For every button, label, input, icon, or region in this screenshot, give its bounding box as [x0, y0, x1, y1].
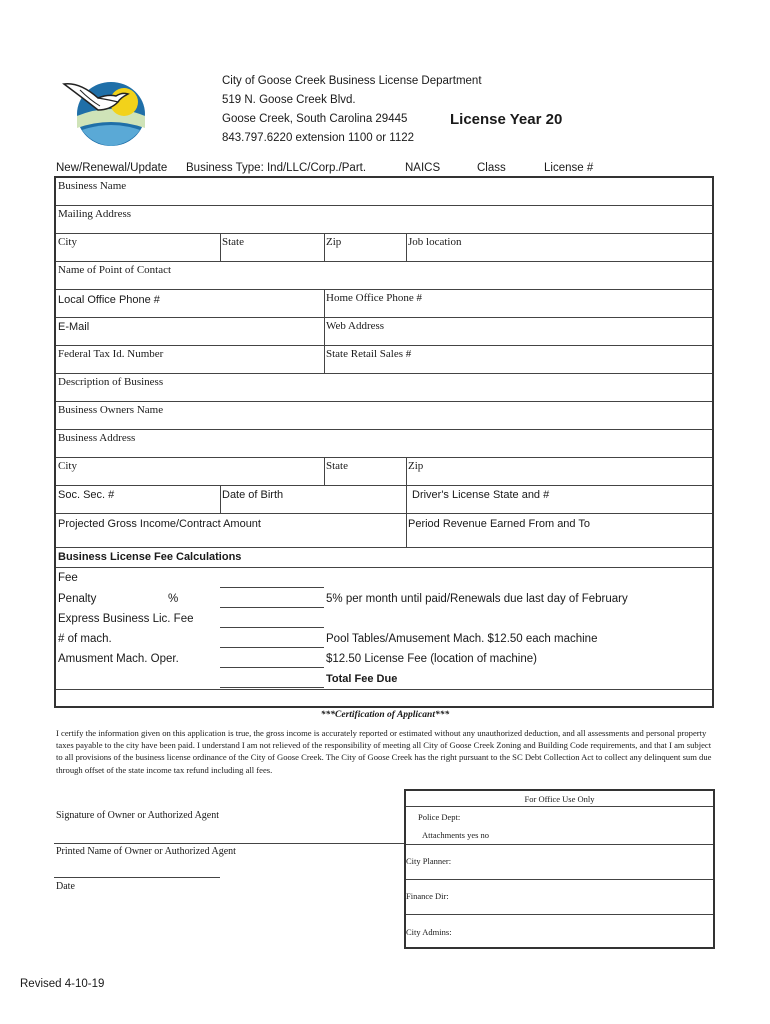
- machines-label: # of mach.: [58, 633, 112, 645]
- state-field[interactable]: State: [222, 236, 244, 248]
- drivers-license-field[interactable]: Driver's License State and #: [412, 489, 550, 501]
- col-divider: [324, 233, 325, 261]
- row-divider: [56, 289, 712, 290]
- office-use-box: [404, 789, 715, 949]
- naics-label[interactable]: NAICS: [405, 162, 441, 174]
- business-type-label[interactable]: Business Type: Ind/LLC/Corp./Part.: [186, 162, 367, 174]
- col-divider: [406, 457, 407, 485]
- city2-field[interactable]: City: [58, 460, 77, 472]
- col-divider: [220, 233, 221, 261]
- point-of-contact-field[interactable]: Name of Point of Contact: [58, 264, 172, 276]
- license-number-label[interactable]: License #: [544, 162, 594, 174]
- office-divider: [406, 844, 713, 845]
- license-year[interactable]: License Year 20: [450, 111, 563, 128]
- city-field[interactable]: City: [58, 236, 77, 248]
- row-divider: [56, 547, 712, 548]
- signature-line[interactable]: [54, 843, 404, 844]
- state2-field[interactable]: State: [326, 460, 348, 472]
- city-planner-field[interactable]: City Planner:: [406, 856, 452, 866]
- col-divider: [324, 457, 325, 485]
- soc-sec-field[interactable]: Soc. Sec. #: [58, 489, 115, 501]
- row-divider: [56, 429, 712, 430]
- home-phone-field[interactable]: Home Office Phone #: [326, 292, 423, 304]
- period-revenue-field[interactable]: Period Revenue Earned From and To: [408, 518, 591, 530]
- fee-input-line[interactable]: [220, 587, 324, 588]
- owner-signature-label[interactable]: Signature of Owner or Authorized Agent: [56, 810, 220, 821]
- city-admins-field[interactable]: City Admins:: [406, 927, 452, 937]
- penalty-note: 5% per month until paid/Renewals due last day of February: [326, 593, 628, 605]
- local-phone-field[interactable]: Local Office Phone #: [58, 294, 160, 306]
- job-location-field[interactable]: Job location: [408, 236, 462, 248]
- org-phone: 843.797.6220 extension 1100 or 1122: [222, 132, 415, 144]
- office-divider: [406, 879, 713, 880]
- zip2-field[interactable]: Zip: [408, 460, 424, 472]
- row-divider: [56, 261, 712, 262]
- row-divider: [56, 513, 712, 514]
- police-dept-field[interactable]: Police Dept:: [418, 812, 461, 822]
- certification-title: ***Certification of Applicant***: [320, 710, 450, 720]
- business-address-field[interactable]: Business Address: [58, 432, 136, 444]
- state-retail-field[interactable]: State Retail Sales #: [326, 348, 412, 360]
- col-divider: [324, 289, 325, 373]
- office-use-title: For Office Use Only: [524, 794, 595, 804]
- penalty-input-line[interactable]: [220, 607, 324, 608]
- total-input-line[interactable]: [220, 687, 324, 688]
- penalty-label: Penalty: [58, 593, 97, 605]
- express-input-line[interactable]: [220, 627, 324, 628]
- org-city-state: Goose Creek, South Carolina 29445: [222, 113, 408, 125]
- certification-text: I certify the information given on this application is true, the gross income is accurately reported or estimated without any unauthorized deduction, and all assessments and personal property taxes payable to the city have been paid. I understand I am not relieved of the responsibility of meeting all City of Goose Creek Zoning and Building Code requirements, and that I am subject to all provisions of the business license ordinance of the City of Goose Creek. The City of Goose Creek has the right pursuant to the SC Debt Collection Act to collect any delinquent sum due through offset of the state income tax refund including all fees.: [56, 728, 712, 775]
- zip-field[interactable]: Zip: [326, 236, 342, 248]
- web-address-field[interactable]: Web Address: [326, 320, 385, 332]
- goose-creek-bird-logo-icon: [60, 76, 150, 150]
- org-address: 519 N. Goose Creek Blvd.: [222, 94, 356, 106]
- date-label[interactable]: Date: [56, 881, 75, 892]
- col-divider: [406, 233, 407, 261]
- revised-date: Revised 4-10-19: [20, 978, 105, 990]
- row-divider: [56, 373, 712, 374]
- application-form: [54, 176, 714, 708]
- fee-label: Fee: [58, 572, 78, 584]
- amusement-input-line[interactable]: [220, 667, 324, 668]
- row-divider: [56, 205, 712, 206]
- office-divider: [406, 914, 713, 915]
- col-divider: [406, 485, 407, 547]
- attachments-field[interactable]: Attachments yes no: [422, 830, 490, 840]
- class-label[interactable]: Class: [477, 162, 506, 174]
- row-divider: [56, 233, 712, 234]
- express-fee-label: Express Business Lic. Fee: [58, 613, 194, 625]
- printed-name-line[interactable]: [54, 877, 220, 878]
- fed-tax-id-field[interactable]: Federal Tax Id. Number: [58, 348, 164, 360]
- row-divider: [56, 345, 712, 346]
- owners-name-field[interactable]: Business Owners Name: [58, 404, 164, 416]
- printed-name-label[interactable]: Printed Name of Owner or Authorized Agent: [56, 846, 236, 857]
- office-divider: [406, 806, 713, 807]
- pool-tables-note: Pool Tables/Amusement Mach. $12.50 each machine: [326, 633, 598, 645]
- row-divider: [56, 457, 712, 458]
- finance-dir-field[interactable]: Finance Dir:: [406, 891, 449, 901]
- org-name: City of Goose Creek Business License Department: [222, 75, 482, 87]
- col-divider: [220, 485, 221, 513]
- row-divider: [56, 485, 712, 486]
- total-fee-label: Total Fee Due: [326, 673, 398, 685]
- new-renewal-label[interactable]: New/Renewal/Update: [56, 162, 168, 174]
- row-divider: [56, 567, 712, 568]
- machines-input-line[interactable]: [220, 647, 324, 648]
- row-divider: [56, 317, 712, 318]
- row-divider: [56, 401, 712, 402]
- amusement-oper-label: Amusment Mach. Oper.: [58, 653, 179, 665]
- email-field[interactable]: E-Mail: [58, 321, 90, 333]
- mailing-address-field[interactable]: Mailing Address: [58, 208, 132, 220]
- projected-income-field[interactable]: Projected Gross Income/Contract Amount: [58, 518, 261, 530]
- penalty-percent: %: [168, 593, 179, 605]
- business-name-field[interactable]: Business Name: [58, 180, 127, 192]
- license-fee-note: $12.50 License Fee (location of machine): [326, 653, 537, 665]
- dob-field[interactable]: Date of Birth: [222, 489, 284, 501]
- fee-calculations-title: Business License Fee Calculations: [58, 551, 242, 563]
- description-field[interactable]: Description of Business: [58, 376, 164, 388]
- row-divider: [56, 689, 712, 690]
